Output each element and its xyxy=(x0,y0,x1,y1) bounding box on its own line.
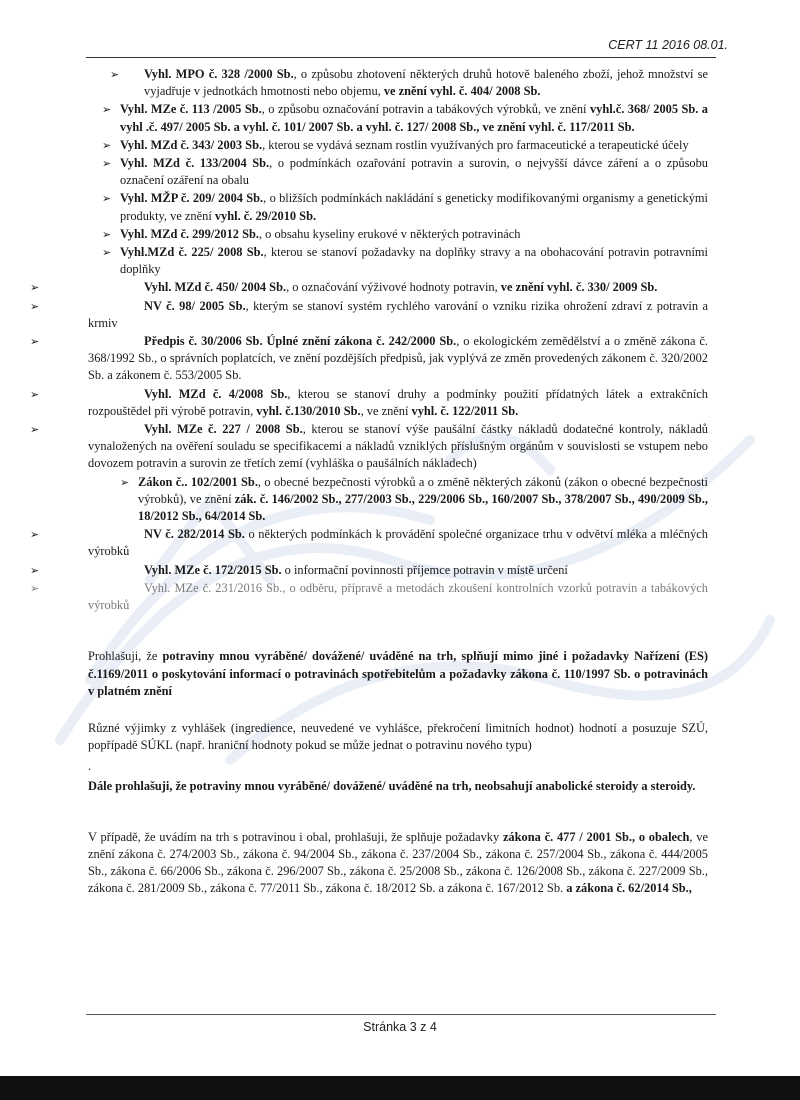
declaration-no-steroids: Dále prohlašuji, že potraviny mnou vyráběné/ dovážené/ uváděné na trh, neobsahují anabolické steroidy a steroidy. xyxy=(88,778,696,793)
regulation-text: Vyhl. MZd č. 4/2008 Sb., kterou se stanoví druhy a podmínky použití přídatných látek a extrakčních rozpouštědel při výrobě potravin, vyhl. č.130/2010 Sb., ve znění vyhl. č. 122/2011 Sb. xyxy=(88,386,708,418)
exceptions-text: Různé výjimky z vyhlášek (ingredience, neuvedené ve vyhlášce, překročení limitních hodnot) hodnotí a posuzuje SZÚ, popřípadě SÚKL (např. hraniční hodnoty pokud se může jednat o potravinu nového typu) xyxy=(88,720,708,753)
declaration-food-requirements: Prohlašuji, že potraviny mnou vyráběné/ dovážené/ uváděné na trh, splňují mimo jiné i požadavky Nařízení (ES) č.1169/2011 o poskytování informací o potravinách spotřebitelům a požadavky zákona č. 110/1997 Sb. o potravinách v platném znění xyxy=(88,649,709,698)
arrow-bullet-icon: ➢ xyxy=(30,281,40,295)
regulation-text: Vyhl. MZe č. 227 / 2008 Sb., kterou se stanoví výše paušální částky nákladů dodatečné kontroly, nákladů vynaložených na ověření souladu se specifikacemi a nákladů vzniklých příslušným orgánům v souvislosti se vstupem nebo dovozem potravin a surovin ze třetích zemí (vyhláška o paušálních nákladech) xyxy=(88,422,708,471)
regulation-item xyxy=(88,66,708,100)
regulation-item xyxy=(88,101,708,135)
document-code: CERT 11 2016 08.01. xyxy=(608,38,728,52)
regulation-item xyxy=(30,386,708,420)
regulation-text: NV č. 98/ 2005 Sb., kterým se stanoví systém rychlého varování o vzniku rizika ohrožení zdraví z potravin a krmiv xyxy=(88,298,708,330)
arrow-bullet-icon: ➢ xyxy=(102,192,112,206)
exceptions-paragraph xyxy=(88,720,708,776)
regulation-item xyxy=(30,279,708,296)
regulation-text: Vyhl. MZe č. 231/2016 Sb., o odběru, přípravě a metodách zkoušení kontrolních vzorků potravin a tabákových výrobků xyxy=(88,580,708,613)
arrow-bullet-icon: ➢ xyxy=(30,387,40,401)
arrow-bullet-icon: ➢ xyxy=(102,103,112,117)
regulation-text: Vyhl. MZd č. 343/ 2003 Sb., kterou se vydává seznam rostlin využívaných pro farmaceutické a terapeutické účely xyxy=(120,137,689,152)
regulation-text: Vyhl. MZd č. 299/2012 Sb., o obsahu kyseliny erukové v některých potravinách xyxy=(120,226,521,241)
regulation-item xyxy=(88,244,708,278)
page-number: Stránka 3 z 4 xyxy=(363,1020,437,1034)
regulation-text: Zákon č.. 102/2001 Sb., o obecné bezpečnosti výrobků a o změně některých zákonů (zákon o obecné bezpečnosti výrobků), ve znění zák. č. 146/2002 Sb., 277/2003 Sb., 229/2006 Sb., 160/2007 Sb., 378/2007 Sb., 490/2009 Sb., 18/2012 Sb., 64/2014 Sb. xyxy=(138,474,709,524)
declaration-paragraph-2 xyxy=(88,778,708,795)
packaging-declaration: V případě, že uvádím na trh s potravinou i obal, prohlašuji, že splňuje požadavky zákona č. 477 / 2001 Sb., o obalech, ve znění zákona č. 274/2003 Sb., zákona č. 94/2004 Sb., zákona č. 237/2004 Sb., zákona č. 257/2004 Sb., zákona č. 444/2005 Sb., zákona č. 66/2006 Sb., zákona č. 296/2007 Sb., zákona č. 25/2008 Sb., zákona č. 126/2008 Sb., zákona č. 227/2009 Sb., zákona č. 281/2009 Sb., zákona č. 77/2011 Sb., zákona č. 18/2012 Sb. a zákona č. 167/2012 Sb. a zákona č. 62/2014 Sb., xyxy=(88,829,708,896)
regulation-item xyxy=(88,474,708,526)
regulation-list xyxy=(30,66,709,614)
regulation-text: Vyhl. MZe č. 113 /2005 Sb., o způsobu označování potravin a tabákových výrobků, ve znění vyhl.č. 368/ 2005 Sb. a vyhl .č. 497/ 2005 Sb. a vyhl. č. 101/ 2007 Sb. a vyhl. č. 127/ 2008 Sb., ve znění vyhl. č. 117/2011 Sb. xyxy=(120,102,708,134)
arrow-bullet-icon: ➢ xyxy=(110,68,120,81)
arrow-bullet-icon: ➢ xyxy=(102,246,112,260)
stray-dot: . xyxy=(88,759,92,774)
arrow-bullet-icon: ➢ xyxy=(102,138,112,152)
regulation-item xyxy=(30,333,708,385)
arrow-bullet-icon: ➢ xyxy=(102,157,112,171)
footer-divider xyxy=(86,1014,716,1015)
arrow-bullet-icon: ➢ xyxy=(102,227,112,241)
declaration-paragraph-1 xyxy=(88,648,708,700)
document-body xyxy=(30,66,709,898)
arrow-bullet-icon: ➢ xyxy=(30,335,40,349)
regulation-text: Předpis č. 30/2006 Sb. Úplné znění zákona č. 242/2000 Sb., o ekologickém zemědělství a o změně zákona č. 368/1992 Sb., o správních poplatcích, ve znění pozdějších předpisů, jak vyplývá ze změn provedených zákonem č. 320/2002 Sb. a zákonem č. 553/2005 Sb. xyxy=(88,334,708,383)
regulation-text: NV č. 282/2014 Sb. o některých podmínkách k provádění společné organizace trhu v odvětví mléka a mléčných výrobků xyxy=(88,527,708,559)
regulation-text: Vyhl. MPO č. 328 /2000 Sb., o způsobu zhotovení některých druhů hotově baleného zboží, jehož množství se vyjadřuje v jednotkách hmotnosti nebo objemu, ve znění vyhl. č. 404/ 2008 Sb. xyxy=(144,67,708,99)
packaging-paragraph xyxy=(88,829,708,898)
regulation-item xyxy=(30,421,708,473)
scan-edge-band xyxy=(0,1076,800,1100)
regulation-item xyxy=(88,190,708,224)
header-divider xyxy=(86,57,716,58)
regulation-item xyxy=(30,580,708,614)
regulation-item xyxy=(88,226,708,243)
regulation-text: Vyhl. MZe č. 172/2015 Sb. o informační povinnosti příjemce potravin v místě určení xyxy=(144,562,568,577)
regulation-text: Vyhl. MŽP č. 209/ 2004 Sb., o bližších podmínkách nakládání s geneticky modifikovanými organismy a genetickými produkty, ve znění vyhl. č. 29/2010 Sb. xyxy=(120,191,708,223)
regulation-item xyxy=(88,155,708,189)
arrow-bullet-icon: ➢ xyxy=(30,423,40,437)
regulation-text: Vyhl. MZd č. 450/ 2004 Sb., o označování výživové hodnoty potravin, ve znění vyhl. č. 330/ 2009 Sb. xyxy=(144,280,658,295)
arrow-bullet-icon: ➢ xyxy=(30,299,40,313)
arrow-bullet-icon: ➢ xyxy=(30,581,40,595)
arrow-bullet-icon: ➢ xyxy=(30,563,40,577)
arrow-bullet-icon: ➢ xyxy=(120,475,130,489)
regulation-item xyxy=(88,137,708,154)
regulation-item xyxy=(30,298,708,332)
regulation-item xyxy=(30,562,708,579)
regulation-text: Vyhl. MZd č. 133/2004 Sb., o podmínkách ozařování potravin a surovin, o nejvyšší dávce záření a o způsobu označení ozáření na obalu xyxy=(120,156,708,188)
regulation-item xyxy=(30,526,708,560)
arrow-bullet-icon: ➢ xyxy=(30,528,40,542)
regulation-text: Vyhl.MZd č. 225/ 2008 Sb., kterou se stanoví požadavky na doplňky stravy a na obohacování potravin potravními doplňky xyxy=(120,245,708,277)
